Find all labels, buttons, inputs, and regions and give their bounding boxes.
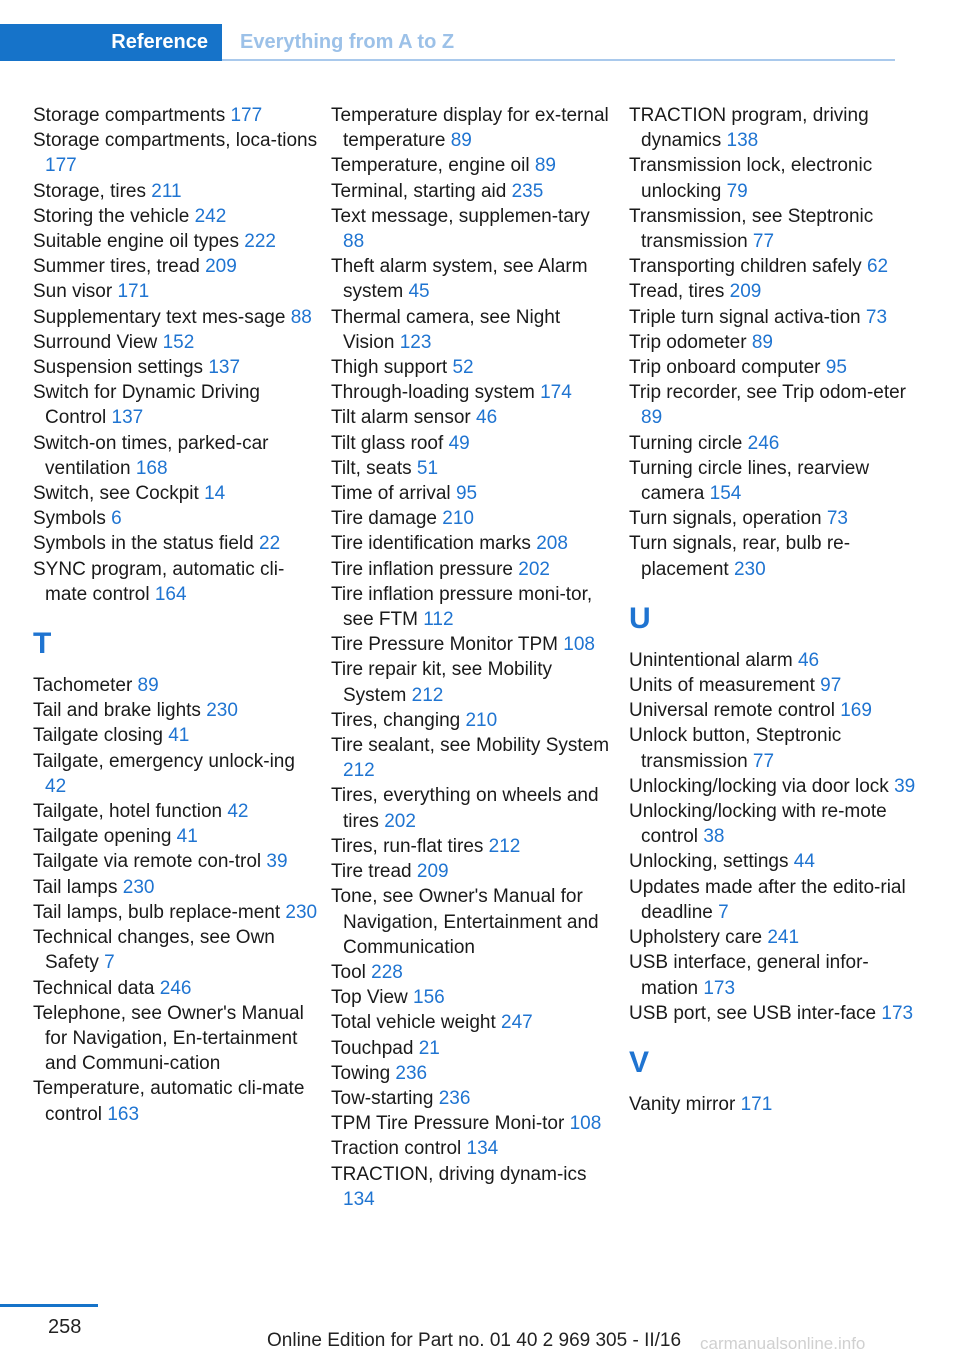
index-entry-text: Updates made after the edito‐rial deadline	[629, 876, 906, 923]
page-reference-link[interactable]: 42	[227, 801, 249, 823]
page-reference-link[interactable]: 89	[450, 130, 472, 152]
page-reference-link[interactable]: 73	[826, 508, 848, 530]
page-reference-link[interactable]: 45	[408, 281, 430, 303]
index-entry-text: Tire tread	[331, 861, 417, 883]
index-entry	[331, 834, 616, 859]
index-entry-text: TRACTION, driving dynam‐ics	[331, 1163, 587, 1185]
index-entry	[629, 431, 919, 456]
page-reference-link[interactable]: 236	[395, 1062, 428, 1084]
index-entry	[33, 506, 318, 531]
index-entry-text: Thermal camera, see Night Vision	[331, 306, 561, 353]
page-reference-link[interactable]: 156	[413, 987, 445, 1009]
index-entry	[331, 859, 616, 884]
page-reference-link[interactable]: 6	[111, 508, 122, 530]
index-entry-text: Summer tires, tread	[33, 256, 206, 278]
index-entry	[331, 305, 616, 355]
index-entry	[33, 723, 318, 748]
index-entry-text: Tail and brake lights	[33, 700, 207, 722]
index-entry-text: Turning circle	[629, 432, 748, 454]
page-number: 258	[48, 1316, 82, 1338]
watermark: carmanualsonline.info	[700, 1334, 866, 1353]
index-entry-text: Switch-on times, parked-car ventilation	[33, 432, 269, 479]
page-reference-link[interactable]: 171	[117, 281, 150, 303]
index-entry	[331, 985, 616, 1010]
index-entry-text: Trip odometer	[629, 331, 752, 353]
index-entry	[331, 1136, 616, 1161]
page-reference-link[interactable]: 21	[418, 1037, 440, 1059]
page-reference-link[interactable]: 230	[206, 700, 238, 722]
index-entry-text: Surround View	[33, 331, 163, 353]
section-title: Everything from A to Z	[240, 31, 455, 53]
page-reference-link[interactable]: 97	[820, 675, 842, 697]
page-reference-link[interactable]: 230	[122, 876, 155, 898]
index-entry-text: Universal remote control	[629, 700, 841, 722]
index-entry-text: Tilt, seats	[331, 457, 417, 479]
index-entry-text: Through-loading system	[331, 382, 541, 404]
index-entry-text: Tailgate closing	[33, 725, 169, 747]
page-reference-link[interactable]: 228	[371, 961, 403, 983]
index-entry-text: Thigh support	[331, 357, 453, 379]
edition-note: Online Edition for Part no. 01 40 2 969 305 - II/16	[267, 1330, 682, 1351]
index-entry-text: Transmission, see Steptronic transmission	[629, 205, 874, 253]
index-entry	[629, 1092, 919, 1117]
index-entry	[629, 648, 919, 673]
index-entry	[331, 657, 616, 707]
index-entry-text: Total vehicle weight	[331, 1012, 502, 1034]
page-reference-link[interactable]: 174	[540, 382, 572, 404]
page-reference-link[interactable]: 88	[290, 306, 312, 328]
index-entry-text: Tow-starting	[331, 1087, 439, 1109]
index-entry	[33, 204, 318, 229]
footer-rule	[0, 1304, 98, 1307]
page-reference-link[interactable]: 95	[455, 483, 478, 505]
page-reference-link[interactable]: 88	[343, 231, 365, 253]
index-entry-text: Units of measurement	[629, 675, 821, 697]
index-entry	[33, 254, 318, 279]
index-entry-text: Trip recorder, see Trip odom‐eter	[629, 382, 907, 404]
index-entry	[331, 405, 616, 430]
index-entry-text: SYNC program, automatic cli‐mate control	[33, 558, 285, 605]
index-entry	[629, 875, 919, 925]
index-entry	[331, 1036, 616, 1061]
index-entry	[33, 179, 318, 204]
index-entry-text: Tire inflation pressure moni‐tor, see FTM	[331, 583, 593, 631]
page-reference-link[interactable]: 79	[726, 180, 748, 202]
index-entry	[331, 884, 616, 960]
index-entry	[33, 698, 318, 723]
index-letter-heading: T	[33, 627, 52, 661]
index-entry-text: Transporting children safely	[629, 256, 867, 278]
index-entry	[331, 355, 616, 380]
index-entry-text: Storage, tires	[33, 180, 152, 202]
page-reference-link[interactable]: 171	[740, 1093, 773, 1115]
index-entry	[33, 875, 318, 900]
index-entry	[629, 506, 919, 531]
index-entry	[331, 531, 616, 556]
index-entry	[33, 305, 318, 330]
index-entry-text: Tires, changing	[331, 709, 466, 731]
page-reference-link[interactable]: 246	[747, 432, 780, 454]
index-entry	[629, 673, 919, 698]
page-reference-link[interactable]: 209	[205, 256, 237, 278]
index-entry-text: Turning circle lines, rearview camera	[629, 457, 870, 505]
index-entry-text: TPM Tire Pressure Moni‐tor	[331, 1113, 570, 1135]
index-entry-text: Tail lamps, bulb replace‐ment	[33, 901, 286, 923]
page-reference-link[interactable]: 39	[266, 851, 288, 873]
index-entry-text: Tire repair kit, see Mobility System	[331, 659, 553, 706]
page-reference-link[interactable]: 241	[767, 927, 800, 949]
index-entry-text: Telephone, see Owner's Manual for Navigation, En‐tertainment and Communi‐cation	[33, 1002, 304, 1075]
index-entry-text: Towing	[331, 1062, 396, 1084]
index-entry	[331, 254, 616, 304]
page-reference-link[interactable]: 169	[840, 700, 872, 722]
index-entry	[629, 774, 919, 799]
index-entry	[629, 305, 919, 330]
index-entry-text: Tilt glass roof	[331, 432, 449, 454]
page-reference-link[interactable]: 173	[703, 977, 736, 999]
index-entry	[629, 380, 919, 430]
page-reference-link[interactable]: 52	[452, 357, 474, 379]
page-reference-link[interactable]: 38	[703, 826, 725, 848]
index-entry	[33, 330, 318, 355]
page-reference-link[interactable]: 14	[204, 483, 226, 505]
index-entry-text: Triple turn signal activa‐tion	[629, 306, 866, 328]
page-reference-link[interactable]: 212	[488, 835, 521, 857]
index-entry-text: Unlocking/locking via door lock	[629, 775, 895, 797]
page-reference-link[interactable]: 46	[476, 407, 498, 429]
index-entry	[331, 1162, 616, 1212]
page-reference-link[interactable]: 177	[45, 155, 77, 177]
index-entry-text: Tires, everything on wheels and tires	[331, 785, 599, 832]
index-entry	[331, 103, 616, 153]
page-reference-link[interactable]: 112	[423, 609, 454, 631]
index-entry-text: Tire Pressure Monitor TPM	[331, 634, 564, 656]
index-entry	[629, 330, 919, 355]
page-reference-link[interactable]: 209	[729, 281, 762, 303]
index-entry-text: Technical data	[33, 977, 160, 999]
index-entry-text: Theft alarm system, see Alarm system	[331, 256, 588, 303]
index-entry	[331, 431, 616, 456]
index-column-1	[33, 103, 318, 1127]
index-entry-text: Storage compartments	[33, 105, 231, 126]
index-entry-text: Sun visor	[33, 281, 118, 303]
page-reference-link[interactable]: 210	[465, 709, 498, 731]
index-entry	[331, 506, 616, 531]
index-entry	[331, 1061, 616, 1086]
index-entry	[629, 723, 919, 773]
tab-reference[interactable]: Reference	[0, 24, 222, 61]
index-entry	[33, 431, 318, 481]
page-reference-link[interactable]: 39	[894, 775, 916, 797]
index-entry-text: Unlocking, settings	[629, 851, 794, 873]
index-entry-text: Top View	[331, 987, 414, 1009]
index-column-3	[629, 103, 919, 1117]
page-reference-link[interactable]: 73	[865, 306, 888, 328]
index-entry	[331, 1086, 616, 1111]
index-entry	[629, 153, 919, 203]
page-reference-link[interactable]: 42	[45, 775, 67, 797]
page-reference-link[interactable]: 51	[416, 457, 439, 479]
index-entry	[629, 204, 919, 254]
index-entry	[33, 824, 318, 849]
page-reference-link[interactable]: 22	[259, 533, 281, 555]
index-entry-text: Text message, supplemen‐tary	[331, 205, 590, 227]
index-entry	[629, 925, 919, 950]
index-entry-text: Time of arrival	[331, 483, 456, 505]
page-reference-link[interactable]: 89	[751, 331, 773, 353]
index-entry-text: Upholstery care	[629, 927, 768, 949]
index-entry-text: Traction control	[331, 1138, 467, 1160]
index-entry	[331, 179, 616, 204]
page-reference-link[interactable]: 212	[343, 760, 375, 782]
index-entry	[33, 229, 318, 254]
index-entry	[33, 481, 318, 506]
page-reference-link[interactable]: 202	[518, 558, 550, 580]
index-entry-text: Temperature, engine oil	[331, 155, 535, 177]
index-entry	[331, 960, 616, 985]
index-entry	[33, 976, 318, 1001]
index-entry	[331, 456, 616, 481]
page-reference-link[interactable]: 177	[230, 105, 263, 126]
page-reference-link[interactable]: 138	[726, 130, 759, 152]
index-entry	[33, 1076, 318, 1126]
index-entry	[33, 279, 318, 304]
index-entry-text: Touchpad	[331, 1037, 419, 1059]
page-reference-link[interactable]: 235	[511, 180, 544, 202]
index-entry-text: Tilt alarm sensor	[331, 407, 476, 429]
page-reference-link[interactable]: 246	[159, 977, 192, 999]
index-entry	[331, 708, 616, 733]
page-reference-link[interactable]: 95	[825, 357, 847, 379]
index-entry	[33, 531, 318, 556]
index-entry-text: USB interface, general infor‐mation	[629, 952, 869, 999]
index-entry-text: Symbols in the status field	[33, 533, 259, 555]
index-letter-heading: V	[629, 1045, 650, 1079]
index-entry-text: Tire sealant, see Mobility System	[331, 735, 610, 757]
index-entry	[331, 733, 616, 783]
header-rule	[222, 59, 895, 61]
index-entry-text: Symbols	[33, 508, 112, 530]
index-entry	[331, 481, 616, 506]
page-reference-link[interactable]: 230	[733, 558, 766, 580]
page-reference-link[interactable]: 168	[135, 457, 168, 479]
page-reference-link[interactable]: 236	[438, 1087, 471, 1109]
index-column-2	[331, 103, 616, 1212]
index-letter-heading: U	[629, 601, 651, 635]
index-entry-text: Tailgate, hotel function	[33, 801, 228, 823]
index-entry-text: Turn signals, operation	[629, 508, 827, 530]
page-reference-link[interactable]: 108	[563, 634, 595, 656]
index-entry	[331, 204, 616, 254]
index-entry	[331, 783, 616, 833]
index-entry	[629, 799, 919, 849]
page-reference-link[interactable]: 134	[343, 1188, 375, 1210]
index-entry-text: Tail lamps	[33, 876, 123, 898]
index-entry-text: Unintentional alarm	[629, 649, 798, 671]
page-reference-link[interactable]: 211	[151, 180, 182, 202]
index-entry-text: Tachometer	[33, 675, 138, 697]
index-entry	[33, 799, 318, 824]
page-reference-link[interactable]: 123	[399, 331, 432, 353]
index-entry	[33, 925, 318, 975]
page-reference-link[interactable]: 77	[752, 750, 775, 772]
index-entry	[33, 355, 318, 380]
index-entry-text: Temperature display for ex‐ternal temperature	[331, 105, 609, 152]
index-entry-text: Terminal, starting aid	[331, 180, 512, 202]
page-reference-link[interactable]: 62	[866, 256, 889, 278]
index-entry	[331, 632, 616, 657]
index-entry	[629, 456, 919, 506]
page-reference-link[interactable]: 222	[244, 231, 276, 253]
index-entry-text: Vanity mirror	[629, 1093, 741, 1115]
page-reference-link[interactable]: 49	[448, 432, 470, 454]
page-reference-link[interactable]: 247	[501, 1012, 533, 1034]
page-reference-link[interactable]: 163	[107, 1103, 140, 1125]
index-entry-text: Tone, see Owner's Manual for Navigation, Entertainment and Communication	[331, 886, 599, 958]
index-entry	[33, 128, 318, 178]
index-entry-text: Tailgate, emergency unlock‐ing	[33, 750, 295, 772]
index-entry-text: Storing the vehicle	[33, 205, 195, 227]
index-entry-text: Turn signals, rear, bulb re‐placement	[629, 533, 851, 580]
index-entry-text: Temperature, automatic cli‐mate control	[33, 1078, 305, 1125]
index-entry	[33, 849, 318, 874]
page-reference-link[interactable]: 137	[208, 357, 241, 379]
index-entry	[331, 1111, 616, 1136]
index-entry-text: Tailgate opening	[33, 826, 177, 848]
index-entry	[629, 279, 919, 304]
index-entry	[33, 900, 318, 925]
index-entry	[629, 1001, 919, 1026]
index-entry-text: Supplementary text mes‐sage	[33, 306, 291, 328]
page-reference-link[interactable]: 134	[466, 1138, 499, 1160]
page-reference-link[interactable]: 152	[162, 331, 195, 353]
index-entry-text: Suspension settings	[33, 357, 209, 379]
page-reference-link[interactable]: 41	[176, 826, 198, 848]
index-entry	[33, 749, 318, 799]
page-reference-link[interactable]: 209	[416, 861, 449, 883]
index-entry-text: Trip onboard computer	[629, 357, 826, 379]
page-reference-link[interactable]: 7	[104, 952, 115, 974]
index-entry-text: TRACTION program, driving dynamics	[629, 105, 869, 152]
index-entry	[33, 380, 318, 430]
index-entry	[629, 849, 919, 874]
index-entry	[33, 1001, 318, 1077]
page-reference-link[interactable]: 210	[442, 508, 474, 530]
index-entry-text: Unlocking/locking with re‐mote control	[629, 801, 887, 848]
page-reference-link[interactable]: 173	[881, 1002, 914, 1024]
page-reference-link[interactable]: 230	[285, 901, 318, 923]
page-reference-link[interactable]: 77	[752, 231, 775, 253]
page-reference-link[interactable]: 44	[793, 851, 815, 873]
page-reference-link[interactable]: 202	[384, 810, 416, 832]
index-entry	[331, 557, 616, 582]
index-entry	[629, 698, 919, 723]
page-reference-link[interactable]: 89	[534, 155, 556, 177]
page-reference-link[interactable]: 137	[111, 407, 144, 429]
index-entry	[629, 254, 919, 279]
index-entry-text: Tire identification marks	[331, 533, 537, 555]
index-entry	[331, 153, 616, 178]
page-reference-link[interactable]: 154	[709, 483, 742, 505]
page-header	[0, 24, 895, 61]
index-entry	[331, 582, 616, 632]
index-entry-text: Tool	[331, 961, 372, 983]
index-entry-text: Unlock button, Steptronic transmission	[629, 725, 842, 772]
page-reference-link[interactable]: 208	[536, 533, 568, 555]
index-entry	[33, 103, 318, 128]
index-entry	[629, 950, 919, 1000]
index-entry-text: Tread, tires	[629, 281, 730, 303]
index-entry	[629, 531, 919, 581]
index-entry-text: Tires, run-flat tires	[331, 835, 489, 857]
page-reference-link[interactable]: 7	[718, 901, 729, 923]
index-entry-text: Tire damage	[331, 508, 443, 530]
index-entry-text: USB port, see USB inter‐face	[629, 1002, 882, 1024]
index-entry-text: Tire inflation pressure	[331, 558, 519, 580]
page-reference-link[interactable]: 46	[797, 649, 820, 671]
index-entry	[629, 355, 919, 380]
page-reference-link[interactable]: 164	[154, 583, 187, 605]
page-reference-link[interactable]: 242	[194, 205, 227, 227]
index-entry-text: Technical changes, see Own Safety	[33, 927, 275, 974]
index-entry	[331, 1010, 616, 1035]
index-entry	[33, 557, 318, 607]
index-entry-text: Transmission lock, electronic unlocking	[629, 155, 873, 202]
index-entry-text: Suitable engine oil types	[33, 231, 245, 253]
index-entry-text: Switch for Dynamic Driving Control	[33, 382, 260, 429]
index-entry	[33, 673, 318, 698]
page-reference-link[interactable]: 89	[641, 407, 663, 429]
index-entry-text: Storage compartments, loca‐tions	[33, 130, 318, 152]
page-reference-link[interactable]: 212	[411, 684, 444, 706]
page-reference-link[interactable]: 108	[569, 1113, 602, 1135]
index-entry-text: Tailgate via remote con‐trol	[33, 851, 267, 873]
index-entry	[629, 103, 919, 153]
index-entry-text: Switch, see Cockpit	[33, 483, 205, 505]
page-reference-link[interactable]: 41	[168, 725, 190, 747]
index-entry	[331, 380, 616, 405]
page-reference-link[interactable]: 89	[137, 675, 159, 697]
